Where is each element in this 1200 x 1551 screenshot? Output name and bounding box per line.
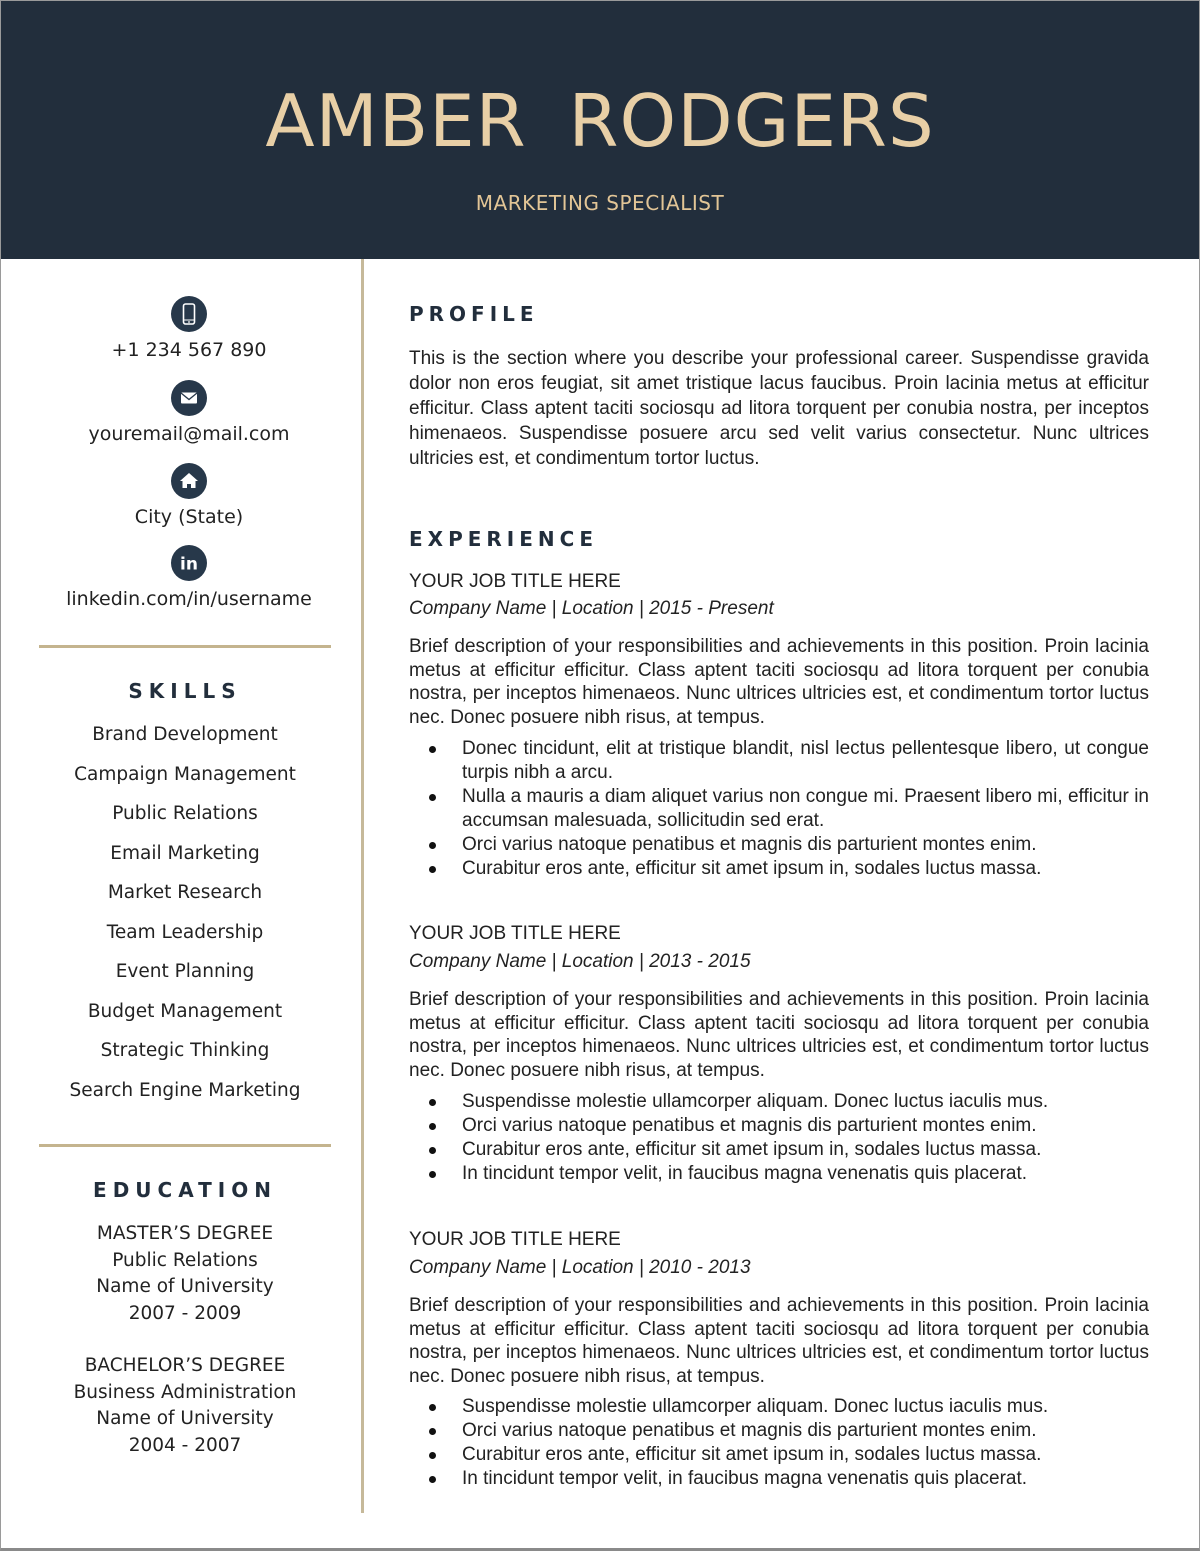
phone-text: +1 234 567 890 bbox=[111, 339, 267, 361]
skill-item: Budget Management bbox=[87, 1000, 283, 1022]
job-title: YOUR JOB TITLE HERE bbox=[409, 1229, 621, 1250]
education-entry bbox=[39, 1353, 331, 1459]
job-meta: Company Name | Location | 2013 - 2015 bbox=[409, 951, 751, 972]
bullet-item: In tincidunt tempor velit, in faucibus magna venenatis quis placerat. bbox=[409, 1467, 1149, 1491]
bullet-item: Orci varius natoque penatibus et magnis dis parturient montes enim. bbox=[409, 1419, 1149, 1443]
sidebar-rule bbox=[39, 1144, 331, 1147]
contact-location bbox=[39, 463, 339, 529]
skill-item: Team Leadership bbox=[106, 921, 264, 943]
contact-phone bbox=[39, 296, 339, 362]
job-description: Brief description of your responsibilities and achievements in this position. Proin lacinia metus at efficitur efficitur. Class aptent taciti sociosqu ad litora torquent per conubia nostra, per inceptos himenaeos. Nunc ultrices ultricies est, et condimentum tortor luctus nec. Donec posuere nibh risus, at tempus. bbox=[409, 636, 1149, 728]
column-divider bbox=[361, 259, 364, 1513]
job-description: Brief description of your responsibilities and achievements in this position. Proin lacinia metus at efficitur efficitur. Class aptent taciti sociosqu ad litora torquent per conubia nostra, per inceptos himenaeos. Nunc ultrices ultricies est, et condimentum tortor luctus nec. Donec posuere nibh risus, at tempus. bbox=[409, 989, 1149, 1081]
education-entry bbox=[39, 1221, 331, 1327]
skill-item: Campaign Management bbox=[74, 763, 296, 785]
location-text: City (State) bbox=[134, 506, 244, 528]
field-of-study: Public Relations bbox=[112, 1249, 258, 1271]
bullet-item: Orci varius natoque penatibus et magnis dis parturient montes enim. bbox=[409, 1114, 1149, 1138]
profile-heading: PROFILE bbox=[409, 302, 539, 326]
home-icon bbox=[171, 463, 207, 499]
header-banner bbox=[1, 1, 1199, 259]
skill-item: Email Marketing bbox=[110, 842, 260, 864]
education-years: 2007 - 2009 bbox=[128, 1302, 242, 1324]
school-name: Name of University bbox=[96, 1276, 274, 1297]
bullet-item: Suspendisse molestie ullamcorper aliquam. Donec luctus iaculis mus. bbox=[409, 1090, 1149, 1114]
job-bullets bbox=[409, 737, 1149, 881]
candidate-name: AMBER RODGERS bbox=[265, 79, 935, 163]
bullet-item: In tincidunt tempor velit, in faucibus magna venenatis quis placerat. bbox=[409, 1162, 1149, 1186]
skill-item: Search Engine Marketing bbox=[69, 1079, 301, 1101]
field-of-study: Business Administration bbox=[73, 1381, 297, 1403]
school-name: Name of University bbox=[96, 1408, 274, 1429]
job-bullets bbox=[409, 1395, 1149, 1491]
experience-heading: EXPERIENCE bbox=[409, 527, 598, 551]
bullet-item: Curabitur eros ante, efficitur sit amet ipsum in, sodales luctus massa. bbox=[409, 857, 1149, 881]
skill-item: Event Planning bbox=[115, 961, 255, 982]
bullet-item: Suspendisse molestie ullamcorper aliquam. Donec luctus iaculis mus. bbox=[409, 1395, 1149, 1419]
email-text[interactable]: youremail@mail.com bbox=[88, 423, 290, 445]
skill-item: Strategic Thinking bbox=[100, 1040, 270, 1061]
phone-icon bbox=[171, 296, 207, 332]
job-meta: Company Name | Location | 2010 - 2013 bbox=[409, 1257, 751, 1278]
job-title: YOUR JOB TITLE HERE bbox=[409, 923, 621, 944]
job-description: Brief description of your responsibilities and achievements in this position. Proin lacinia metus at efficitur efficitur. Class aptent taciti sociosqu ad litora torquent per conubia nostra, per inceptos himenaeos. Nunc ultrices ultricies est, et condimentum tortor luctus nec. Donec posuere nibh risus, at tempus. bbox=[409, 1295, 1149, 1387]
profile-text: This is the section where you describe your professional career. Suspendisse gravida dolor non eros feugiat, sit amet tristique lacus faucibus. Proin lacinia metus at efficitur efficitur. Class aptent taciti sociosqu ad litora torquent per conubia nostra, per inceptos himenaeos. Suspendisse posuere arcu sed velit varius consectetur. Nunc ultrices ultricies est, et condimentum tortor luctus. bbox=[409, 348, 1149, 469]
education-heading: EDUCATION bbox=[93, 1178, 277, 1202]
bullet-item: Curabitur eros ante, efficitur sit amet ipsum in, sodales luctus massa. bbox=[409, 1443, 1149, 1467]
skill-item: Brand Development bbox=[92, 724, 278, 745]
job-bullets bbox=[409, 1090, 1149, 1186]
bullet-item: Curabitur eros ante, efficitur sit amet ipsum in, sodales luctus massa. bbox=[409, 1138, 1149, 1162]
linkedin-text[interactable]: linkedin.com/in/username bbox=[66, 588, 312, 610]
bullet-item: Orci varius natoque penatibus et magnis dis parturient montes enim. bbox=[409, 833, 1149, 857]
education-years: 2004 - 2007 bbox=[128, 1434, 242, 1456]
job-meta: Company Name | Location | 2015 - Present bbox=[409, 598, 774, 619]
mail-icon bbox=[171, 380, 207, 416]
skills-list bbox=[39, 719, 331, 1114]
contact-email bbox=[39, 380, 339, 446]
degree: BACHELOR’S DEGREE bbox=[84, 1355, 286, 1376]
bullet-item: Nulla a mauris a diam aliquet varius non congue mi. Praesent libero mi, efficitur in accumsan malesuada, sollicitudin sed erat. bbox=[409, 785, 1149, 833]
linkedin-icon bbox=[171, 545, 207, 581]
skills-heading: SKILLS bbox=[128, 679, 242, 703]
job-role: MARKETING SPECIALIST bbox=[475, 191, 725, 215]
bullet-item: Donec tincidunt, elit at tristique blandit, nisl lectus pellentesque libero, ut congue turpis nibh a arcu. bbox=[409, 737, 1149, 785]
contact-linkedin bbox=[39, 545, 339, 611]
svg-text:in: in bbox=[180, 554, 198, 575]
degree: MASTER’S DEGREE bbox=[96, 1223, 274, 1244]
skill-item: Public Relations bbox=[112, 803, 258, 824]
sidebar-rule bbox=[39, 645, 331, 648]
job-title: YOUR JOB TITLE HERE bbox=[409, 571, 621, 592]
skill-item: Market Research bbox=[107, 882, 263, 903]
